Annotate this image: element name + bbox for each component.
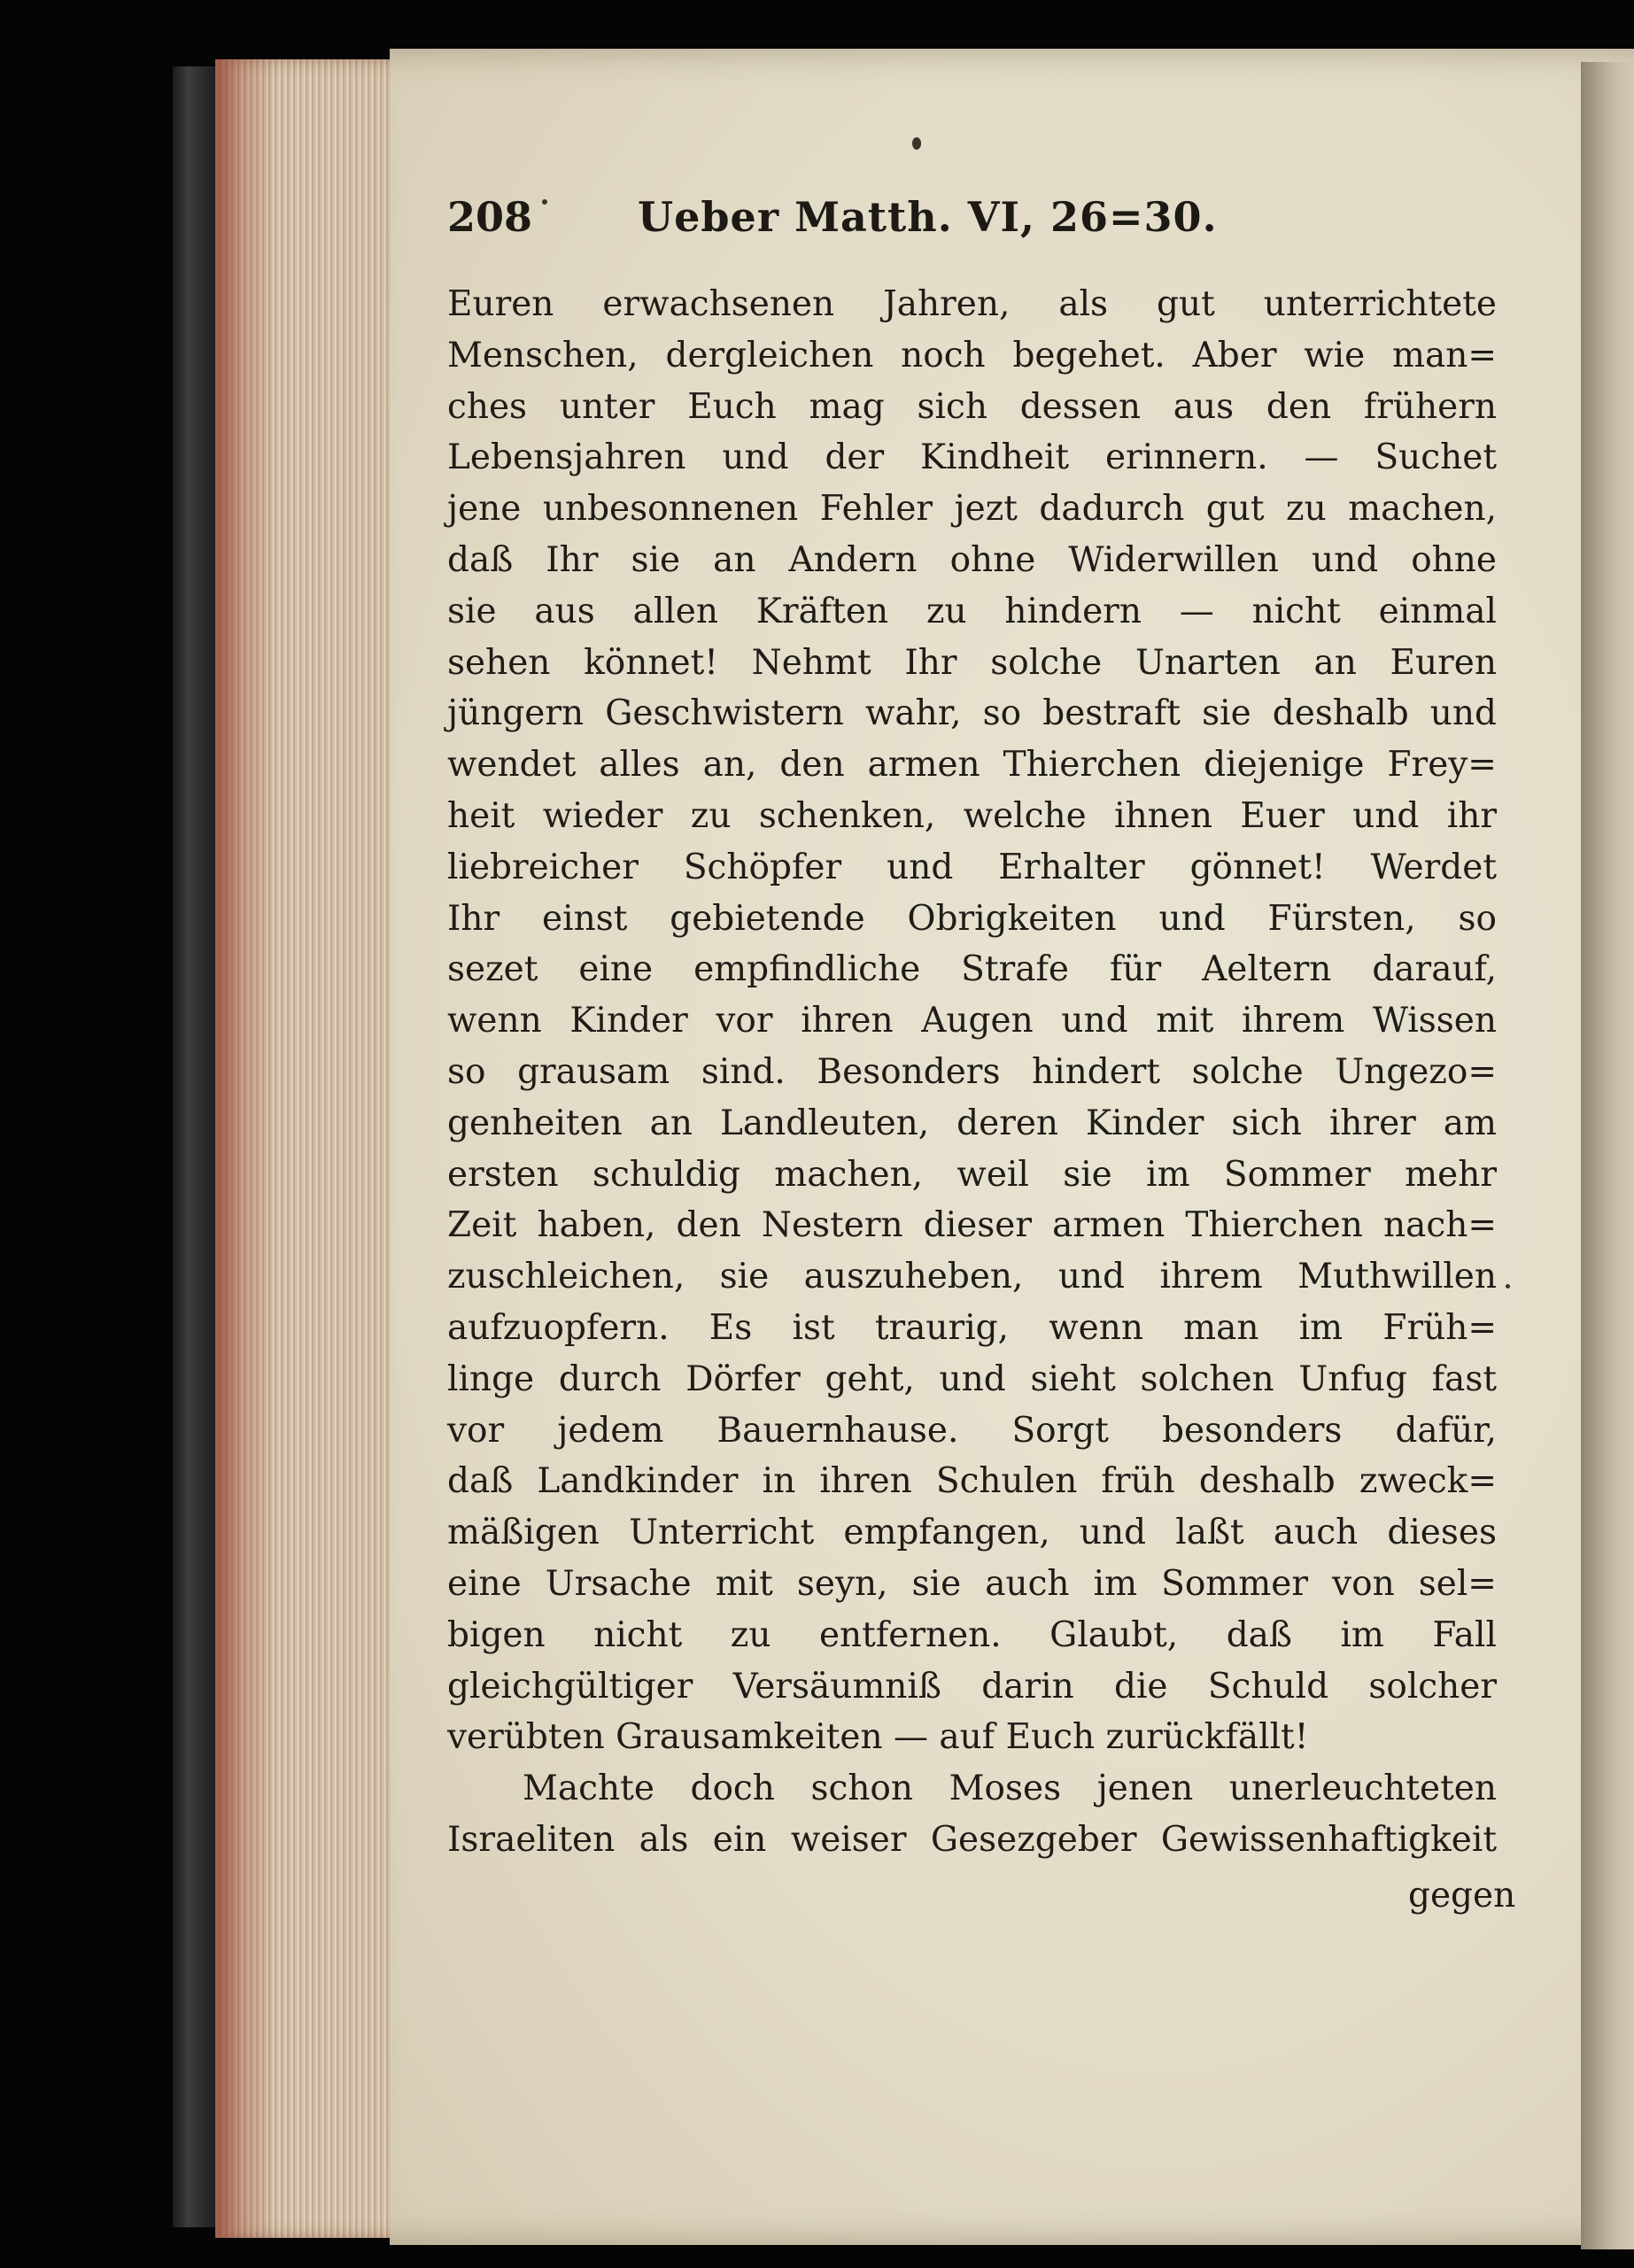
- text-line: heit wieder zu schenken, welche ihnen Euer und ihr: [447, 795, 1497, 836]
- text-line: Ihr einst gebietende Obrigkeiten und Fürsten, so: [447, 898, 1497, 939]
- text-line: liebreicher Schöpfer und Erhalter gönnet! Werdet: [447, 847, 1497, 887]
- page-number: 208: [447, 193, 533, 241]
- paper-speck: [1506, 1284, 1510, 1289]
- text-line: ches unter Euch mag sich dessen aus den frühern: [447, 386, 1497, 427]
- text-line: sehen könnet! Nehmt Ihr solche Unarten an Euren: [447, 642, 1497, 683]
- text-line: sezet eine empfindliche Strafe für Aeltern darauf,: [447, 949, 1497, 990]
- text-line: verübten Grausamkeiten — auf Euch zurückfällt!: [447, 1717, 1309, 1758]
- text-line: sie aus allen Kräften zu hindern — nicht einmal: [447, 591, 1497, 631]
- text-line: Lebensjahren und der Kindheit erinnern. — Suchet: [447, 437, 1497, 478]
- text-line: jene unbesonnenen Fehler jezt dadurch gut zu machen,: [447, 489, 1497, 530]
- text-line: Menschen, dergleichen noch begehet. Aber wie man=: [447, 335, 1497, 375]
- running-head: Ueber Matth. VI, 26=30.: [638, 193, 1218, 241]
- text-line: so grausam sind. Besonders hindert solche Ungezo=: [447, 1051, 1497, 1092]
- text-line: Euren erwachsenen Jahren, als gut unterrichtete: [447, 284, 1497, 324]
- text-line: wendet alles an, den armen Thierchen diejenige Frey=: [447, 745, 1497, 786]
- text-line: vor jedem Bauernhause. Sorgt besonders dafür,: [447, 1410, 1497, 1451]
- page-edges: [215, 59, 401, 2238]
- text-line: Israeliten als ein weiser Gesezgeber Gewissenhaftigkeit: [447, 1819, 1497, 1860]
- paper-speck: [912, 137, 921, 150]
- text-line: jüngern Geschwistern wahr, so bestraft sie deshalb und: [447, 693, 1497, 734]
- text-line: gleichgültiger Versäumniß darin die Schuld solcher: [447, 1666, 1497, 1707]
- text-line: Machte doch schon Moses jenen unerleuchteten: [523, 1769, 1497, 1809]
- page-header: [447, 193, 1333, 255]
- text-line: aufzuopfern. Es ist traurig, wenn man im Früh=: [447, 1307, 1497, 1348]
- text-line: wenn Kinder vor ihren Augen und mit ihrem Wissen: [447, 1001, 1497, 1041]
- text-line: zuschleichen, sie auszuheben, und ihrem Muthwillen: [447, 1257, 1497, 1297]
- text-line: daß Ihr sie an Andern ohne Widerwillen und ohne: [447, 539, 1497, 580]
- text-line: daß Landkinder in ihren Schulen früh deshalb zweck=: [447, 1461, 1497, 1502]
- facing-page-edge: [1581, 62, 1634, 2249]
- catchword: gegen: [1408, 1876, 1516, 1916]
- text-line: genheiten an Landleuten, deren Kinder sich ihrer am: [447, 1103, 1497, 1143]
- text-line: Zeit haben, den Nestern dieser armen Thierchen nach=: [447, 1205, 1497, 1246]
- text-line: mäßigen Unterricht empfangen, und laßt auch dieses: [447, 1513, 1497, 1553]
- text-line: ersten schuldig machen, weil sie im Sommer mehr: [447, 1154, 1497, 1195]
- body-text: [447, 279, 1497, 1866]
- text-line: eine Ursache mit seyn, sie auch im Sommer von sel=: [447, 1563, 1497, 1604]
- book-spine: [173, 66, 217, 2227]
- text-line: bigen nicht zu entfernen. Glaubt, daß im Fall: [447, 1614, 1497, 1655]
- text-line: linge durch Dörfer geht, und sieht solchen Unfug fast: [447, 1358, 1497, 1399]
